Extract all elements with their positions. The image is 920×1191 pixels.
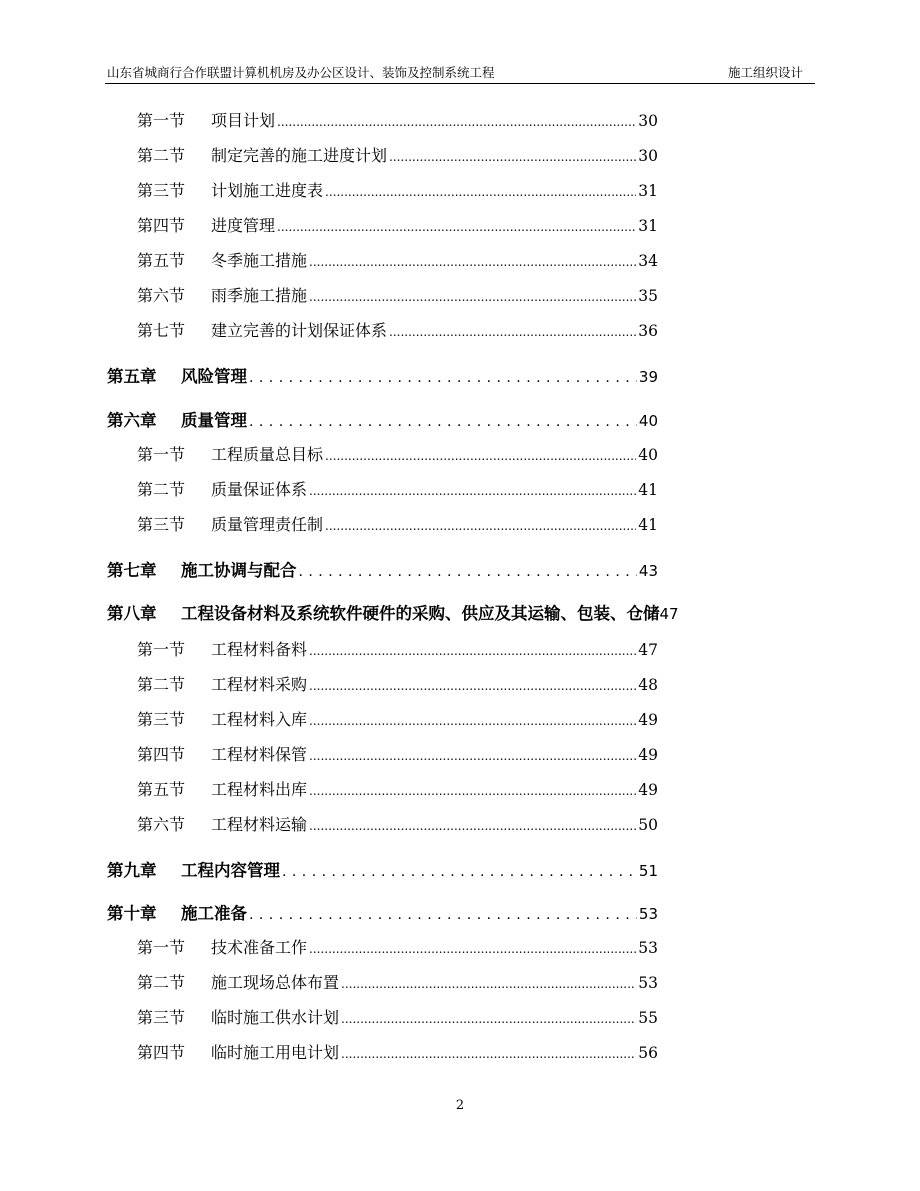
toc-entry-chapter[interactable] — [107, 363, 658, 389]
toc-dot-leader — [277, 111, 636, 130]
toc-entry-page: 51 — [638, 862, 658, 880]
toc-entry-number: 第二节 — [137, 675, 186, 694]
toc-entry-title: 质量管理 — [181, 411, 247, 430]
toc-dot-leader — [309, 745, 636, 764]
toc-entry-page: 50 — [638, 816, 658, 834]
header-project-title: 山东省城商行合作联盟计算机机房及办公区设计、装饰及控制系统工程 — [107, 65, 495, 80]
toc-entry-number: 第六章 — [107, 411, 157, 430]
toc-dot-leader — [309, 938, 636, 957]
toc-entry-page: 40 — [638, 446, 658, 464]
toc-entry-page: 47 — [638, 641, 658, 659]
toc-dot-leader — [325, 181, 636, 200]
toc-entry-number: 第四节 — [137, 1043, 186, 1062]
toc-entry-title: 质量保证体系 — [211, 480, 308, 499]
toc-entry-title: 工程设备材料及系统软件硬件的采购、供应及其运输、包装、仓储 — [181, 604, 660, 623]
toc-entry-number: 第三节 — [137, 1008, 186, 1027]
toc-entry-number: 第一节 — [137, 111, 186, 130]
toc-entry-section[interactable] — [137, 970, 658, 994]
toc-entry-section[interactable] — [137, 318, 658, 342]
toc-entry-title: 工程内容管理 — [181, 861, 280, 880]
toc-dot-leader — [325, 445, 636, 464]
toc-entry-chapter[interactable] — [107, 407, 658, 433]
toc-entry-number: 第二节 — [137, 146, 186, 165]
toc-dot-leader — [309, 251, 636, 270]
page-number: 2 — [455, 1098, 465, 1113]
toc-dot-leader — [309, 815, 636, 834]
toc-entry-number: 第一节 — [137, 938, 186, 957]
toc-entry-title: 工程材料入库 — [211, 710, 308, 729]
toc-entry-number: 第四节 — [137, 745, 186, 764]
toc-entry-section[interactable] — [137, 637, 658, 661]
toc-entry-page: 43 — [638, 562, 658, 580]
toc-dot-leader — [299, 561, 637, 580]
toc-entry-number: 第一节 — [137, 445, 186, 464]
toc-dot-leader — [309, 675, 636, 694]
toc-entry-page: 31 — [638, 217, 658, 235]
toc-entry-section[interactable] — [137, 143, 658, 167]
toc-entry-title: 工程材料运输 — [211, 815, 308, 834]
toc-dot-leader — [389, 146, 636, 165]
toc-entry-number: 第六节 — [137, 815, 186, 834]
toc-entry-number: 第六节 — [137, 286, 186, 305]
toc-entry-page: 53 — [638, 939, 658, 957]
toc-entry-title: 雨季施工措施 — [211, 286, 308, 305]
toc-entry-section[interactable] — [137, 248, 658, 272]
toc-dot-leader — [309, 640, 636, 659]
toc-entry-number: 第九章 — [107, 861, 157, 880]
toc-entry-number: 第十章 — [107, 904, 157, 923]
toc-entry-title: 计划施工进度表 — [211, 181, 324, 200]
toc-dot-leader — [309, 286, 636, 305]
toc-entry-number: 第二节 — [137, 973, 186, 992]
toc-entry-title: 质量管理责任制 — [211, 515, 324, 534]
toc-entry-title: 建立完善的计划保证体系 — [211, 321, 388, 340]
toc-entry-title: 制定完善的施工进度计划 — [211, 146, 388, 165]
toc-entry-page: 36 — [638, 322, 658, 340]
toc-entry-section[interactable] — [137, 672, 658, 696]
toc-dot-leader — [389, 321, 636, 340]
toc-entry-title: 技术准备工作 — [211, 938, 308, 957]
toc-dot-leader — [249, 411, 637, 430]
toc-entry-chapter[interactable] — [107, 857, 658, 883]
toc-entry-chapter[interactable] — [107, 600, 747, 626]
toc-entry-number: 第八章 — [107, 604, 157, 623]
toc-entry-number: 第五章 — [107, 367, 157, 386]
toc-entry-number: 第七节 — [137, 321, 186, 340]
toc-dot-leader — [309, 480, 636, 499]
toc-entry-number: 第四节 — [137, 216, 186, 235]
toc-entry-page: 34 — [638, 252, 658, 270]
toc-entry-section[interactable] — [137, 1005, 658, 1029]
toc-entry-number: 第五节 — [137, 251, 186, 270]
toc-dot-leader — [341, 973, 636, 992]
toc-entry-title: 施工准备 — [181, 904, 247, 923]
header-document-type: 施工组织设计 — [727, 65, 803, 80]
toc-entry-title: 临时施工用电计划 — [211, 1043, 340, 1062]
toc-dot-leader — [249, 367, 637, 386]
toc-entry-number: 第三节 — [137, 181, 186, 200]
toc-entry-page: 40 — [638, 412, 658, 430]
toc-entry-title: 施工现场总体布置 — [211, 973, 340, 992]
toc-entry-section[interactable] — [137, 812, 658, 836]
toc-entry-page: 49 — [638, 746, 658, 764]
toc-entry-page: 30 — [638, 112, 658, 130]
toc-entry-title: 工程材料采购 — [211, 675, 308, 694]
toc-entry-title: 冬季施工措施 — [211, 251, 308, 270]
toc-entry-section[interactable] — [137, 283, 658, 307]
toc-entry-title: 风险管理 — [181, 367, 247, 386]
toc-entry-page: 55 — [638, 1009, 658, 1027]
toc-dot-leader — [325, 515, 636, 534]
toc-entry-page: 35 — [638, 287, 658, 305]
toc-entry-section[interactable] — [137, 178, 658, 202]
toc-dot-leader — [249, 904, 637, 923]
toc-entry-page: 41 — [638, 481, 658, 499]
toc-entry-title: 进度管理 — [211, 216, 276, 235]
toc-dot-leader — [309, 780, 636, 799]
toc-entry-page: 41 — [638, 516, 658, 534]
toc-entry-page: 47 — [659, 605, 679, 623]
toc-dot-leader — [341, 1043, 636, 1062]
toc-entry-title: 工程材料出库 — [211, 780, 308, 799]
toc-entry-number: 第二节 — [137, 480, 186, 499]
toc-entry-section[interactable] — [137, 213, 658, 237]
toc-entry-title: 项目计划 — [211, 111, 276, 130]
toc-entry-section[interactable] — [137, 935, 658, 959]
toc-entry-page: 56 — [638, 1044, 658, 1062]
toc-entry-title: 工程质量总目标 — [211, 445, 324, 464]
toc-entry-section[interactable] — [137, 108, 658, 132]
toc-entry-number: 第五节 — [137, 780, 186, 799]
toc-entry-number: 第七章 — [107, 561, 157, 580]
toc-entry-page: 31 — [638, 182, 658, 200]
toc-dot-leader — [341, 1008, 636, 1027]
toc-entry-chapter[interactable] — [107, 900, 658, 926]
toc-entry-page: 49 — [638, 711, 658, 729]
toc-dot-leader — [282, 861, 637, 880]
toc-entry-title: 工程材料保管 — [211, 745, 308, 764]
toc-dot-leader — [309, 710, 636, 729]
toc-entry-section[interactable] — [137, 742, 658, 766]
toc-entry-page: 53 — [638, 905, 658, 923]
toc-entry-page: 53 — [638, 974, 658, 992]
toc-entry-title: 工程材料备料 — [211, 640, 308, 659]
toc-entry-section[interactable] — [137, 1040, 658, 1064]
toc-entry-section[interactable] — [137, 777, 658, 801]
toc-entry-number: 第一节 — [137, 640, 186, 659]
toc-entry-section[interactable] — [137, 477, 658, 501]
toc-entry-number: 第三节 — [137, 515, 186, 534]
toc-entry-title: 临时施工供水计划 — [211, 1008, 340, 1027]
toc-entry-section[interactable] — [137, 707, 658, 731]
toc-dot-leader — [277, 216, 636, 235]
toc-entry-title: 施工协调与配合 — [181, 561, 297, 580]
toc-entry-number: 第三节 — [137, 710, 186, 729]
toc-entry-page: 39 — [638, 368, 658, 386]
toc-entry-section[interactable] — [137, 442, 658, 466]
toc-entry-section[interactable] — [137, 512, 658, 536]
toc-entry-page: 30 — [638, 147, 658, 165]
toc-entry-chapter[interactable] — [107, 557, 658, 583]
toc-entry-page: 48 — [638, 676, 658, 694]
toc-entry-page: 49 — [638, 781, 658, 799]
